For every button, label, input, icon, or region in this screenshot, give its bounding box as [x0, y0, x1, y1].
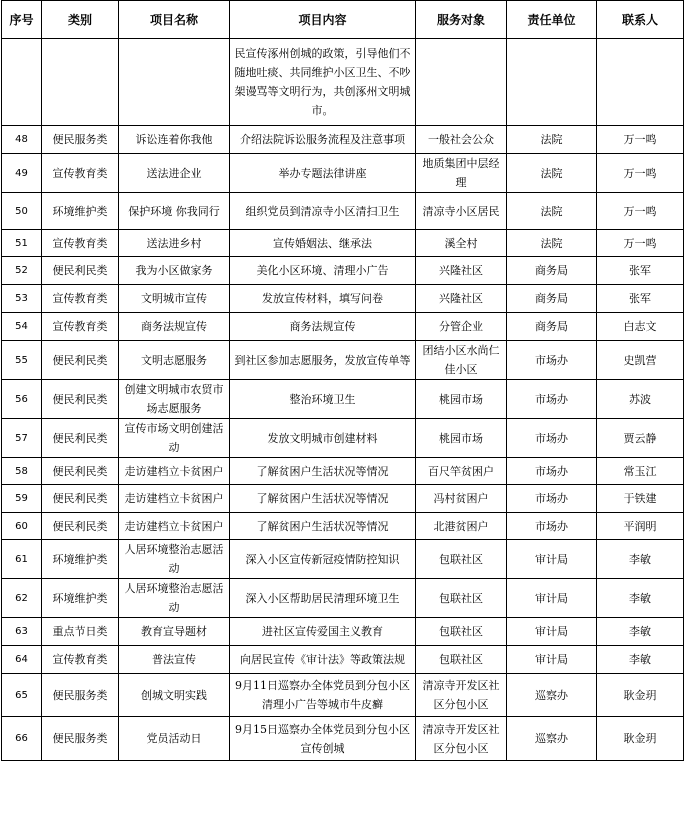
cell-project-name: 人居环境整治志愿活动	[119, 579, 230, 618]
cell-responsible-unit: 法院	[507, 230, 597, 257]
table-row	[2, 579, 684, 618]
cell-contact: 李敏	[597, 579, 684, 618]
table-row	[2, 257, 684, 285]
cell-no: 59	[2, 485, 42, 513]
cell-category: 便民服务类	[42, 717, 119, 761]
cell-no: 48	[2, 126, 42, 154]
cell-responsible-unit: 商务局	[507, 257, 597, 285]
cell-contact: 贾云静	[597, 419, 684, 458]
cell-category: 便民利民类	[42, 513, 119, 540]
cell-project-name: 走访建档立卡贫困户	[119, 485, 230, 513]
table-row	[2, 39, 684, 126]
cell-project-name: 商务法规宣传	[119, 313, 230, 341]
cell-service-target: 冯村贫困户	[416, 485, 507, 513]
cell-project-name: 保护环境 你我同行	[119, 193, 230, 230]
cell-no: 50	[2, 193, 42, 230]
cell-project-name: 走访建档立卡贫困户	[119, 458, 230, 485]
header-responsible-unit: 责任单位	[507, 1, 597, 39]
table-header-row	[2, 1, 684, 39]
cell-no: 62	[2, 579, 42, 618]
cell-service-target: 团结小区水尚仁佳小区	[416, 341, 507, 380]
cell-contact: 苏波	[597, 380, 684, 419]
cell-project-name	[119, 39, 230, 126]
cell-contact: 耿金玥	[597, 674, 684, 717]
cell-category: 环境维护类	[42, 579, 119, 618]
cell-service-target: 清凉寺开发区社区分包小区	[416, 674, 507, 717]
cell-contact	[597, 39, 684, 126]
table-body	[2, 39, 684, 761]
cell-project-name: 创城文明实践	[119, 674, 230, 717]
cell-project-name: 普法宣传	[119, 646, 230, 674]
cell-service-target: 桃园市场	[416, 419, 507, 458]
cell-project-content: 9月15日巡察办全体党员到分包小区宣传创城	[230, 717, 416, 761]
cell-service-target: 地质集团中层经理	[416, 154, 507, 193]
cell-service-target: 一般社会公众	[416, 126, 507, 154]
header-category: 类别	[42, 1, 119, 39]
header-service-target: 服务对象	[416, 1, 507, 39]
cell-project-content: 发放文明城市创建材料	[230, 419, 416, 458]
cell-service-target: 清凉寺开发区社区分包小区	[416, 717, 507, 761]
table-row	[2, 419, 684, 458]
table-row	[2, 230, 684, 257]
cell-no: 54	[2, 313, 42, 341]
cell-project-name: 诉讼连着你我他	[119, 126, 230, 154]
cell-project-name: 走访建档立卡贫困户	[119, 513, 230, 540]
cell-project-content: 了解贫困户生活状况等情况	[230, 458, 416, 485]
cell-project-content: 了解贫困户生活状况等情况	[230, 485, 416, 513]
cell-responsible-unit: 市场办	[507, 380, 597, 419]
document-page	[1, 0, 683, 761]
cell-responsible-unit: 巡察办	[507, 717, 597, 761]
cell-project-content: 宣传婚姻法、继承法	[230, 230, 416, 257]
cell-project-name: 送法进企业	[119, 154, 230, 193]
cell-responsible-unit: 法院	[507, 193, 597, 230]
table-row	[2, 540, 684, 579]
cell-project-content: 组织党员到清凉寺小区清扫卫生	[230, 193, 416, 230]
table-row	[2, 380, 684, 419]
header-contact: 联系人	[597, 1, 684, 39]
cell-category: 环境维护类	[42, 193, 119, 230]
cell-project-content: 商务法规宣传	[230, 313, 416, 341]
cell-contact: 常玉江	[597, 458, 684, 485]
cell-project-content: 了解贫困户生活状况等情况	[230, 513, 416, 540]
table-row	[2, 285, 684, 313]
cell-contact: 李敏	[597, 618, 684, 646]
cell-no: 58	[2, 458, 42, 485]
cell-contact: 万一鸣	[597, 154, 684, 193]
table-row	[2, 646, 684, 674]
cell-category: 便民利民类	[42, 419, 119, 458]
cell-responsible-unit: 市场办	[507, 419, 597, 458]
cell-service-target: 兴隆社区	[416, 257, 507, 285]
cell-contact: 耿金玥	[597, 717, 684, 761]
cell-category: 重点节日类	[42, 618, 119, 646]
cell-responsible-unit: 巡察办	[507, 674, 597, 717]
cell-no: 53	[2, 285, 42, 313]
cell-no: 60	[2, 513, 42, 540]
cell-service-target: 包联社区	[416, 618, 507, 646]
cell-no: 63	[2, 618, 42, 646]
cell-project-content: 9月11日巡察办全体党员到分包小区清理小广告等城市牛皮癣	[230, 674, 416, 717]
cell-project-content: 深入小区帮助居民清理环境卫生	[230, 579, 416, 618]
cell-contact: 平润明	[597, 513, 684, 540]
cell-category: 便民利民类	[42, 458, 119, 485]
cell-no: 56	[2, 380, 42, 419]
table-row	[2, 485, 684, 513]
cell-project-content: 民宣传涿州创城的政策，引导他们不随地吐痰、共同维护小区卫生、不吵架谩骂等文明行为，共创涿州文明城市。	[230, 39, 416, 126]
cell-no: 52	[2, 257, 42, 285]
cell-category: 宣传教育类	[42, 154, 119, 193]
cell-service-target: 溪全村	[416, 230, 507, 257]
cell-service-target: 包联社区	[416, 579, 507, 618]
cell-project-name: 人居环境整治志愿活动	[119, 540, 230, 579]
volunteer-project-table	[1, 0, 684, 761]
cell-responsible-unit: 市场办	[507, 485, 597, 513]
cell-category: 宣传教育类	[42, 285, 119, 313]
cell-project-content: 到社区参加志愿服务，发放宣传单等	[230, 341, 416, 380]
cell-responsible-unit: 法院	[507, 154, 597, 193]
cell-contact: 于铁建	[597, 485, 684, 513]
table-row	[2, 154, 684, 193]
cell-category: 便民服务类	[42, 674, 119, 717]
cell-no: 66	[2, 717, 42, 761]
cell-contact: 万一鸣	[597, 230, 684, 257]
cell-category: 宣传教育类	[42, 230, 119, 257]
cell-project-content: 深入小区宣传新冠疫情防控知识	[230, 540, 416, 579]
cell-responsible-unit: 商务局	[507, 285, 597, 313]
cell-responsible-unit: 审计局	[507, 540, 597, 579]
cell-service-target: 包联社区	[416, 540, 507, 579]
header-project-name: 项目名称	[119, 1, 230, 39]
cell-category: 环境维护类	[42, 540, 119, 579]
table-row	[2, 618, 684, 646]
cell-category: 便民服务类	[42, 126, 119, 154]
cell-service-target: 桃园市场	[416, 380, 507, 419]
cell-no: 65	[2, 674, 42, 717]
cell-contact: 白志文	[597, 313, 684, 341]
cell-no: 64	[2, 646, 42, 674]
cell-project-content: 美化小区环境、清理小广告	[230, 257, 416, 285]
cell-project-name: 送法进乡村	[119, 230, 230, 257]
cell-project-name: 我为小区做家务	[119, 257, 230, 285]
cell-service-target: 清凉寺小区居民	[416, 193, 507, 230]
cell-service-target: 兴隆社区	[416, 285, 507, 313]
cell-no: 49	[2, 154, 42, 193]
cell-category	[42, 39, 119, 126]
cell-project-content: 举办专题法律讲座	[230, 154, 416, 193]
cell-service-target: 百尺竿贫困户	[416, 458, 507, 485]
cell-responsible-unit: 市场办	[507, 458, 597, 485]
cell-category: 便民利民类	[42, 257, 119, 285]
cell-category: 便民利民类	[42, 485, 119, 513]
cell-service-target: 北港贫困户	[416, 513, 507, 540]
cell-project-name: 创建文明城市农贸市场志愿服务	[119, 380, 230, 419]
cell-category: 宣传教育类	[42, 313, 119, 341]
cell-project-name: 教育宣导题材	[119, 618, 230, 646]
cell-project-content: 发放宣传材料，填写问卷	[230, 285, 416, 313]
cell-service-target: 分管企业	[416, 313, 507, 341]
cell-responsible-unit	[507, 39, 597, 126]
cell-project-content: 进社区宣传爱国主义教育	[230, 618, 416, 646]
cell-responsible-unit: 审计局	[507, 618, 597, 646]
cell-project-name: 宣传市场文明创建活动	[119, 419, 230, 458]
cell-contact: 万一鸣	[597, 126, 684, 154]
cell-responsible-unit: 审计局	[507, 579, 597, 618]
cell-responsible-unit: 市场办	[507, 341, 597, 380]
cell-contact: 史凯营	[597, 341, 684, 380]
table-row	[2, 717, 684, 761]
cell-project-content: 介绍法院诉讼服务流程及注意事项	[230, 126, 416, 154]
cell-contact: 李敏	[597, 646, 684, 674]
cell-project-name: 党员活动日	[119, 717, 230, 761]
table-row	[2, 674, 684, 717]
table-row	[2, 126, 684, 154]
table-row	[2, 193, 684, 230]
table-row	[2, 313, 684, 341]
table-row	[2, 341, 684, 380]
cell-project-name: 文明城市宣传	[119, 285, 230, 313]
cell-project-name: 文明志愿服务	[119, 341, 230, 380]
cell-project-content: 向居民宣传《审计法》等政策法规	[230, 646, 416, 674]
cell-contact: 张军	[597, 257, 684, 285]
cell-project-content: 整治环境卫生	[230, 380, 416, 419]
cell-no: 61	[2, 540, 42, 579]
cell-category: 便民利民类	[42, 380, 119, 419]
cell-responsible-unit: 市场办	[507, 513, 597, 540]
cell-no: 55	[2, 341, 42, 380]
cell-no	[2, 39, 42, 126]
cell-responsible-unit: 法院	[507, 126, 597, 154]
header-no: 序号	[2, 1, 42, 39]
cell-category: 便民利民类	[42, 341, 119, 380]
cell-responsible-unit: 审计局	[507, 646, 597, 674]
table-row	[2, 458, 684, 485]
cell-contact: 张军	[597, 285, 684, 313]
cell-service-target	[416, 39, 507, 126]
cell-contact: 李敏	[597, 540, 684, 579]
cell-contact: 万一鸣	[597, 193, 684, 230]
cell-responsible-unit: 商务局	[507, 313, 597, 341]
cell-no: 51	[2, 230, 42, 257]
cell-service-target: 包联社区	[416, 646, 507, 674]
table-row	[2, 513, 684, 540]
cell-no: 57	[2, 419, 42, 458]
header-project-content: 项目内容	[230, 1, 416, 39]
cell-category: 宣传教育类	[42, 646, 119, 674]
